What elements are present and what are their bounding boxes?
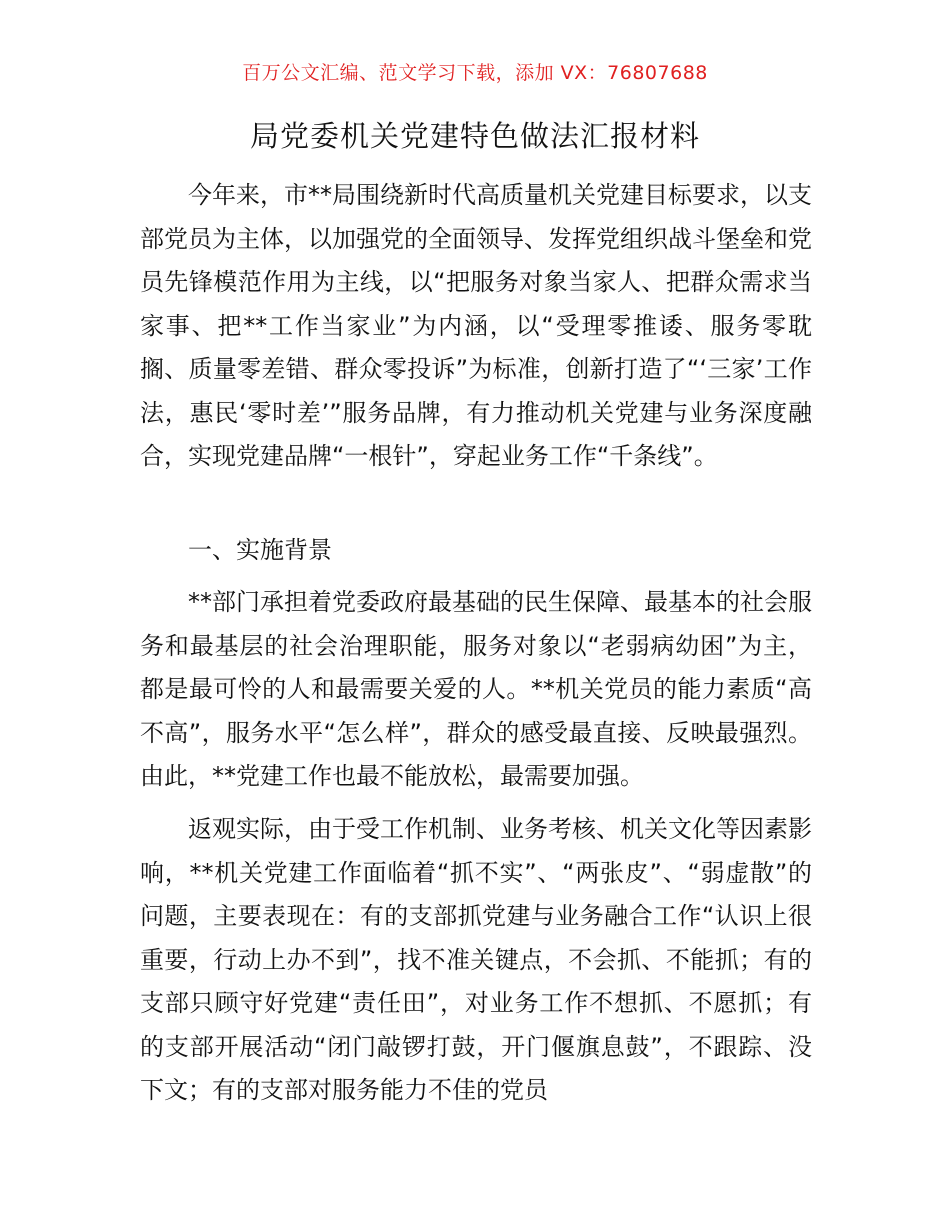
document-title: 局党委机关党建特色做法汇报材料 xyxy=(249,119,700,153)
header-watermark-note: 百万公文汇编、范文学习下载，添加 VX：76807688 xyxy=(242,62,708,84)
paragraph-background-1: **部门承担着党委政府最基础的民生保障、最基本的社会服务和最基层的社会治理职能，服务对象以“老弱病幼困”为主，都是最可怜的人和最需要关爱的人。**机关党员的能力素质“高不高”，服务水平“怎么样”，群众的感受最直接、反映最强烈。由此，**党建工作也最不能放松，最需要加强。 xyxy=(140,588,812,790)
paragraph-background-2: 返观实际，由于受工作机制、业务考核、机关文化等因素影响，**机关党建工作面临着“抓不实”、“两张皮”、“弱虚散”的问题，主要表现在：有的支部抓党建与业务融合工作“认识上很重要，行动上办不到”，找不准关键点，不会抓、不能抓；有的支部只顾守好党建“责任田”，对业务工作不想抓、不愿抓；有的支部开展活动“闭门敲锣打鼓，开门偃旗息鼓”，不跟踪、没下文；有的支部对服务能力不佳的党员 xyxy=(140,815,812,1104)
paragraph-intro: 今年来，市**局围绕新时代高质量机关党建目标要求，以支部党员为主体，以加强党的全面领导、发挥党组织战斗堡垒和党员先锋模范作用为主线，以“把服务对象当家人、把群众需求当家事、把**工作当家业”为内涵，以“受理零推诿、服务零耽搁、质量零差错、群众零投诉”为标准，创新打造了“‘三家’工作法，惠民‘零时差’”服务品牌，有力推动机关党建与业务深度融合，实现党建品牌“一根针”，穿起业务工作“千条线”。 xyxy=(140,181,812,470)
section-heading-background: 一、实施背景 xyxy=(188,536,332,564)
